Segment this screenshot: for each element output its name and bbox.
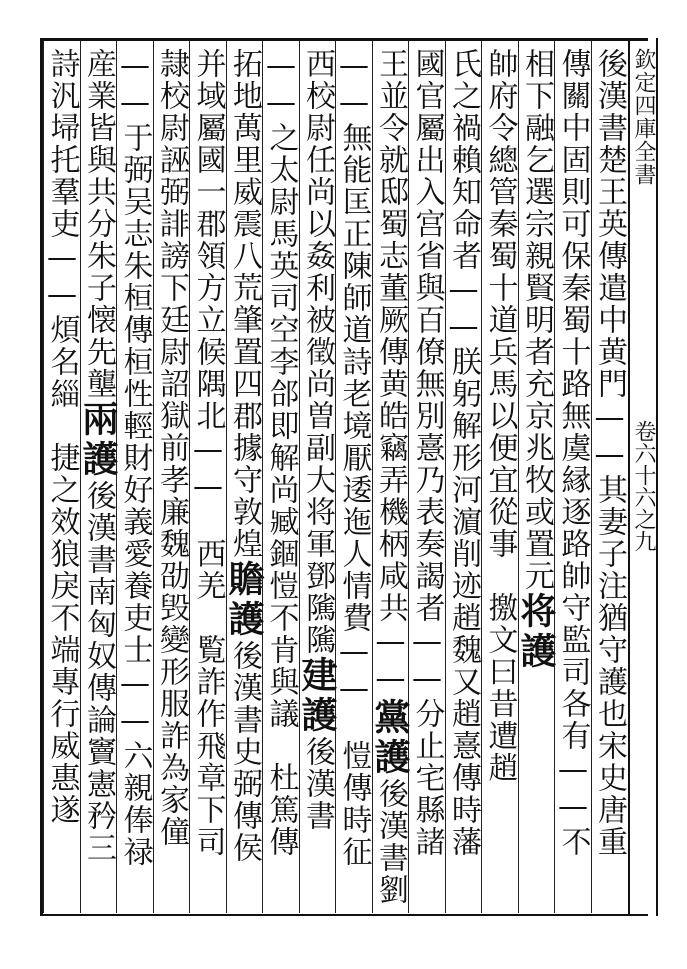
text-column [592,48,626,858]
text-column [154,48,188,848]
column-text: 相下融乞選宗親賢明者充京兆牧或置元 [519,48,554,592]
text-column [118,48,152,868]
text-column [77,48,119,864]
text-column [45,48,79,826]
column-text: 後漢書南匈奴傳論竇憲矜三 [81,480,116,864]
text-column [264,48,298,858]
column-text: ——于弼吴志朱桓傳桓性輕財好義愛養吏士——六親俸禄 [117,48,153,868]
text-column [410,48,444,858]
entry-heading: 将護 [515,592,557,672]
column-text: 隷校尉誣弼誹謗下廷尉詔獄前孝廉魏劭毁變形服詐為家僮 [154,48,189,848]
column-text: 王並令就邸蜀志董厥傳黄皓竊弄機柄咸共—— [373,48,408,698]
column-text: 氏之禍賴知命者——朕躬解形河濵削迹趙魏又趙憙傳時藩 [446,48,481,858]
column-text: ——之太尉馬英司空李郃即解尚臧錮愷不肯與議 [263,48,299,730]
text-column [337,48,371,868]
text-column [191,48,225,858]
text-column [296,48,338,832]
column-text: 後漢書劉 [373,778,408,906]
column-text: 國官屬出入宫省與百僚無別憙乃表奏謁者——分止宅縣諸 [409,48,445,858]
column-text: 産業皆與共分朱子懐先壟 [81,48,116,400]
text-column [515,48,557,672]
column-text: 後漢書 [300,736,335,832]
column-text: 愷傳時征 [336,708,372,868]
column-text: 後漢書楚王英傳遣中黄門——其妻子注猶守護也宋史唐重 [592,48,627,858]
text-column [369,48,411,906]
column-text: 詩汎埽托羣吏——煩名緇 [44,48,80,410]
column-text: 捷之效狼戾不端專行威惠遂 [44,410,80,826]
entry-heading: 兩護 [77,400,119,480]
entry-heading: 贍護 [223,560,265,640]
column-text: 西校尉任尚以姦利被徵尚曽副大将軍鄧隲隲 [300,48,335,656]
column-text: 并域屬國一郡領方立候隅北—— 西羌 [190,48,226,602]
column-text: 傳關中固則可保秦蜀十路無虞縁逐路帥守監司各有——不 [555,48,591,858]
column-text: ——無能匡正陳師道詩老境厭逶迤人情費—— [336,48,372,708]
column-text: 杜篤傳 [263,730,299,858]
entry-heading: 黨護 [369,698,411,778]
text-column [556,48,590,858]
volume-label: 卷六十六之九 [631,420,656,552]
column-text: 撽文曰昔遭趙 [482,560,518,784]
book-title: 欽定四庫全書 [631,48,656,186]
text-column [446,48,480,858]
column-text: 拓地萬里威震八荒肇置四郡據守敦煌 [227,48,262,560]
text-column [223,48,265,864]
column-text: 後漢書史弼傳侯 [227,640,262,864]
text-column [483,48,517,784]
entry-heading: 建護 [296,656,338,736]
column-text: 覧詐作飛章下司 [190,602,226,858]
column-text: 帥府令總管秦蜀十道兵馬以便宜從事 [482,48,518,560]
